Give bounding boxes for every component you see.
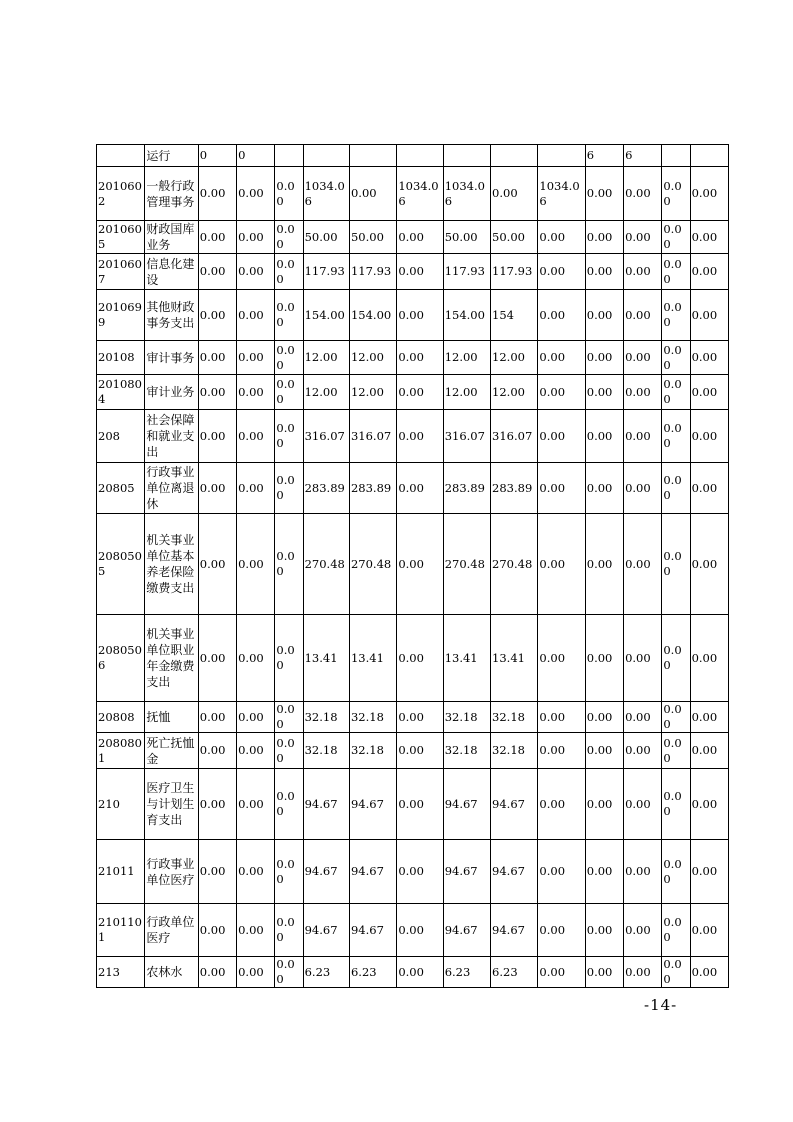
- amount-cell: 0.00: [662, 702, 690, 733]
- amount-cell: 50.00: [303, 221, 349, 254]
- row-name-cell: 机关事业单位基本养老保险缴费支出: [145, 514, 198, 615]
- row-code-cell: 2080801: [97, 733, 145, 769]
- amount-cell: 283.89: [303, 463, 349, 514]
- amount-cell: 0.00: [275, 733, 303, 769]
- row-code-cell: 2010804: [97, 375, 145, 410]
- amount-cell: 283.89: [443, 463, 490, 514]
- amount-cell: 270.48: [491, 514, 538, 615]
- amount-cell: 0.00: [275, 615, 303, 702]
- amount-cell: 270.48: [349, 514, 396, 615]
- amount-cell: 0.00: [397, 702, 443, 733]
- amount-cell: 0.00: [662, 957, 690, 988]
- amount-cell: 0.00: [198, 463, 236, 514]
- amount-cell: 94.67: [303, 904, 349, 957]
- amount-cell: 6.23: [443, 957, 490, 988]
- amount-cell: 6.23: [349, 957, 396, 988]
- row-name-cell: 财政国库业务: [145, 221, 198, 254]
- amount-cell: 154.00: [443, 290, 490, 341]
- amount-cell: 0.00: [624, 840, 662, 904]
- amount-cell: 0.00: [690, 514, 728, 615]
- amount-cell: 0.00: [198, 904, 236, 957]
- row-code-cell: 20808: [97, 702, 145, 733]
- amount-cell: 270.48: [443, 514, 490, 615]
- amount-cell: 0.00: [237, 702, 275, 733]
- row-code-cell: 208: [97, 410, 145, 463]
- amount-cell: 0.00: [275, 904, 303, 957]
- amount-cell: 0.00: [662, 514, 690, 615]
- amount-cell: 0.00: [662, 167, 690, 221]
- amount-cell: 0.00: [624, 733, 662, 769]
- amount-cell: 0.00: [538, 702, 585, 733]
- amount-cell: 0.00: [690, 769, 728, 840]
- amount-cell: 32.18: [349, 702, 396, 733]
- amount-cell: 154: [491, 290, 538, 341]
- amount-cell: 117.93: [491, 254, 538, 290]
- amount-cell: 0.00: [275, 254, 303, 290]
- row-code-cell: 213: [97, 957, 145, 988]
- amount-cell: 0.00: [397, 615, 443, 702]
- amount-cell: 1034.06: [538, 167, 585, 221]
- amount-cell: 0.00: [585, 514, 623, 615]
- amount-cell: 0.00: [538, 341, 585, 375]
- amount-cell: 0.00: [237, 410, 275, 463]
- amount-cell: 0.00: [662, 769, 690, 840]
- row-code-cell: 2080505: [97, 514, 145, 615]
- amount-cell: 0.00: [538, 904, 585, 957]
- amount-cell: 0.00: [198, 769, 236, 840]
- row-code-cell: 2010602: [97, 167, 145, 221]
- amount-cell: 0.00: [198, 514, 236, 615]
- row-name-cell: 医疗卫生与计划生育支出: [145, 769, 198, 840]
- table-row: [97, 840, 729, 904]
- amount-cell: 0.00: [624, 254, 662, 290]
- amount-cell: [397, 145, 443, 167]
- amount-cell: 0.00: [275, 463, 303, 514]
- amount-cell: 0.00: [237, 733, 275, 769]
- amount-cell: 6: [624, 145, 662, 167]
- page-number: -14-: [644, 996, 678, 1014]
- amount-cell: 32.18: [491, 702, 538, 733]
- amount-cell: 0.00: [538, 840, 585, 904]
- table-row: [97, 221, 729, 254]
- table-row: [97, 733, 729, 769]
- amount-cell: 94.67: [443, 840, 490, 904]
- amount-cell: 0.00: [397, 221, 443, 254]
- amount-cell: 0.00: [237, 254, 275, 290]
- row-name-cell: 死亡抚恤金: [145, 733, 198, 769]
- amount-cell: 12.00: [491, 375, 538, 410]
- amount-cell: 0.00: [491, 167, 538, 221]
- amount-cell: [538, 145, 585, 167]
- amount-cell: 0.00: [397, 904, 443, 957]
- amount-cell: 0.00: [275, 375, 303, 410]
- row-name-cell: 行政事业单位离退休: [145, 463, 198, 514]
- amount-cell: 0.00: [585, 410, 623, 463]
- amount-cell: 0.00: [662, 733, 690, 769]
- amount-cell: 1034.06: [443, 167, 490, 221]
- amount-cell: 0.00: [662, 904, 690, 957]
- row-name-cell: 其他财政事务支出: [145, 290, 198, 341]
- amount-cell: 0.00: [690, 410, 728, 463]
- table-row: [97, 514, 729, 615]
- amount-cell: 0.00: [198, 702, 236, 733]
- row-code-cell: 2010699: [97, 290, 145, 341]
- table-row: [97, 145, 729, 167]
- budget-expenditure-table: [96, 144, 729, 988]
- amount-cell: 12.00: [303, 375, 349, 410]
- table-row: [97, 254, 729, 290]
- amount-cell: 0.00: [624, 221, 662, 254]
- amount-cell: 0.00: [624, 375, 662, 410]
- amount-cell: 0.00: [198, 221, 236, 254]
- amount-cell: 0.00: [585, 615, 623, 702]
- amount-cell: 0.00: [275, 167, 303, 221]
- amount-cell: 0.00: [585, 290, 623, 341]
- amount-cell: 0.00: [662, 463, 690, 514]
- amount-cell: 0.00: [397, 957, 443, 988]
- amount-cell: 32.18: [303, 733, 349, 769]
- row-code-cell: 2101101: [97, 904, 145, 957]
- amount-cell: 316.07: [303, 410, 349, 463]
- amount-cell: 0.00: [237, 957, 275, 988]
- amount-cell: 0.00: [198, 840, 236, 904]
- amount-cell: 0.00: [690, 463, 728, 514]
- amount-cell: 117.93: [443, 254, 490, 290]
- amount-cell: 0.00: [275, 840, 303, 904]
- table-row: [97, 410, 729, 463]
- amount-cell: 0.00: [397, 410, 443, 463]
- amount-cell: 0.00: [198, 410, 236, 463]
- amount-cell: 1034.06: [397, 167, 443, 221]
- amount-cell: 0.00: [275, 769, 303, 840]
- amount-cell: 0.00: [662, 615, 690, 702]
- amount-cell: 32.18: [443, 702, 490, 733]
- amount-cell: 0.00: [275, 341, 303, 375]
- amount-cell: 6.23: [303, 957, 349, 988]
- amount-cell: 0.00: [624, 341, 662, 375]
- amount-cell: 154.00: [349, 290, 396, 341]
- amount-cell: 0.00: [624, 514, 662, 615]
- amount-cell: 0.00: [662, 375, 690, 410]
- amount-cell: 0.00: [538, 375, 585, 410]
- amount-cell: 0.00: [690, 375, 728, 410]
- amount-cell: 0.00: [538, 221, 585, 254]
- table-row: [97, 769, 729, 840]
- amount-cell: 154.00: [303, 290, 349, 341]
- amount-cell: 0.00: [624, 410, 662, 463]
- amount-cell: 6.23: [491, 957, 538, 988]
- amount-cell: 0.00: [198, 167, 236, 221]
- amount-cell: 32.18: [491, 733, 538, 769]
- amount-cell: 0.00: [237, 904, 275, 957]
- row-name-cell: 信息化建设: [145, 254, 198, 290]
- amount-cell: 0.00: [397, 341, 443, 375]
- amount-cell: 0.00: [538, 514, 585, 615]
- amount-cell: 0.00: [538, 290, 585, 341]
- amount-cell: 0.00: [690, 290, 728, 341]
- amount-cell: 0.00: [624, 167, 662, 221]
- row-name-cell: 抚恤: [145, 702, 198, 733]
- amount-cell: 12.00: [491, 341, 538, 375]
- amount-cell: 0.00: [538, 733, 585, 769]
- amount-cell: 0.00: [538, 615, 585, 702]
- amount-cell: 316.07: [491, 410, 538, 463]
- amount-cell: 0.00: [275, 514, 303, 615]
- amount-cell: 0.00: [585, 341, 623, 375]
- amount-cell: 94.67: [491, 840, 538, 904]
- amount-cell: 13.41: [443, 615, 490, 702]
- table-row: [97, 615, 729, 702]
- amount-cell: 0.00: [585, 375, 623, 410]
- amount-cell: 32.18: [443, 733, 490, 769]
- amount-cell: 0.00: [397, 840, 443, 904]
- amount-cell: 94.67: [349, 769, 396, 840]
- amount-cell: 0.00: [397, 514, 443, 615]
- amount-cell: 50.00: [491, 221, 538, 254]
- amount-cell: 0.00: [585, 904, 623, 957]
- table-row: [97, 167, 729, 221]
- amount-cell: 117.93: [303, 254, 349, 290]
- row-code-cell: 21011: [97, 840, 145, 904]
- amount-cell: 0.00: [538, 254, 585, 290]
- amount-cell: 0.00: [690, 702, 728, 733]
- amount-cell: [662, 145, 690, 167]
- amount-cell: 94.67: [349, 840, 396, 904]
- amount-cell: 0.00: [662, 410, 690, 463]
- amount-cell: 0: [198, 145, 236, 167]
- row-code-cell: 2010607: [97, 254, 145, 290]
- amount-cell: 94.67: [443, 769, 490, 840]
- amount-cell: 12.00: [349, 375, 396, 410]
- amount-cell: 0.00: [397, 733, 443, 769]
- amount-cell: 94.67: [303, 840, 349, 904]
- amount-cell: 0.00: [198, 615, 236, 702]
- amount-cell: [690, 145, 728, 167]
- amount-cell: 94.67: [491, 904, 538, 957]
- amount-cell: 0: [237, 145, 275, 167]
- amount-cell: [349, 145, 396, 167]
- row-name-cell: 一般行政管理事务: [145, 167, 198, 221]
- row-name-cell: 机关事业单位职业年金缴费支出: [145, 615, 198, 702]
- amount-cell: 0.00: [662, 840, 690, 904]
- amount-cell: 0.00: [690, 840, 728, 904]
- amount-cell: 0.00: [585, 221, 623, 254]
- amount-cell: 0.00: [690, 615, 728, 702]
- amount-cell: 94.67: [443, 904, 490, 957]
- amount-cell: 0.00: [624, 615, 662, 702]
- amount-cell: 0.00: [585, 733, 623, 769]
- row-name-cell: 行政单位医疗: [145, 904, 198, 957]
- table-row: [97, 463, 729, 514]
- amount-cell: 0.00: [397, 254, 443, 290]
- amount-cell: 0.00: [237, 514, 275, 615]
- amount-cell: [491, 145, 538, 167]
- amount-cell: 12.00: [303, 341, 349, 375]
- table-row: [97, 341, 729, 375]
- amount-cell: 0.00: [237, 375, 275, 410]
- amount-cell: 0.00: [349, 167, 396, 221]
- amount-cell: 0.00: [237, 341, 275, 375]
- amount-cell: 0.00: [237, 167, 275, 221]
- amount-cell: 0.00: [585, 702, 623, 733]
- amount-cell: 12.00: [443, 341, 490, 375]
- amount-cell: 0.00: [662, 221, 690, 254]
- amount-cell: 1034.06: [303, 167, 349, 221]
- row-code-cell: [97, 145, 145, 167]
- amount-cell: 316.07: [443, 410, 490, 463]
- amount-cell: 0.00: [237, 463, 275, 514]
- row-name-cell: 审计事务: [145, 341, 198, 375]
- amount-cell: 0.00: [624, 904, 662, 957]
- amount-cell: 0.00: [624, 769, 662, 840]
- amount-cell: 0.00: [237, 221, 275, 254]
- amount-cell: 0.00: [624, 463, 662, 514]
- amount-cell: 0.00: [538, 410, 585, 463]
- table-row: [97, 957, 729, 988]
- amount-cell: 283.89: [349, 463, 396, 514]
- amount-cell: 0.00: [585, 769, 623, 840]
- row-name-cell: 行政事业单位医疗: [145, 840, 198, 904]
- table-row: [97, 290, 729, 341]
- row-name-cell: 农林水: [145, 957, 198, 988]
- amount-cell: 0.00: [275, 221, 303, 254]
- table-body: [97, 145, 729, 988]
- amount-cell: 0.00: [585, 254, 623, 290]
- amount-cell: 0.00: [198, 733, 236, 769]
- row-code-cell: 20805: [97, 463, 145, 514]
- amount-cell: 12.00: [349, 341, 396, 375]
- amount-cell: 283.89: [491, 463, 538, 514]
- amount-cell: 0.00: [585, 957, 623, 988]
- amount-cell: 32.18: [349, 733, 396, 769]
- row-name-cell: 运行: [145, 145, 198, 167]
- amount-cell: 32.18: [303, 702, 349, 733]
- amount-cell: 94.67: [349, 904, 396, 957]
- amount-cell: 0.00: [585, 840, 623, 904]
- amount-cell: 0.00: [690, 167, 728, 221]
- amount-cell: 117.93: [349, 254, 396, 290]
- amount-cell: 0.00: [198, 254, 236, 290]
- amount-cell: 0.00: [237, 615, 275, 702]
- amount-cell: 0.00: [585, 167, 623, 221]
- amount-cell: [275, 145, 303, 167]
- amount-cell: 0.00: [662, 341, 690, 375]
- row-code-cell: 2080506: [97, 615, 145, 702]
- amount-cell: 0.00: [237, 769, 275, 840]
- amount-cell: 0.00: [538, 769, 585, 840]
- row-name-cell: 社会保障和就业支出: [145, 410, 198, 463]
- amount-cell: 0.00: [624, 702, 662, 733]
- amount-cell: 0.00: [198, 290, 236, 341]
- amount-cell: 13.41: [349, 615, 396, 702]
- amount-cell: [443, 145, 490, 167]
- amount-cell: 50.00: [443, 221, 490, 254]
- amount-cell: 0.00: [275, 410, 303, 463]
- amount-cell: [303, 145, 349, 167]
- amount-cell: 0.00: [624, 290, 662, 341]
- amount-cell: 0.00: [690, 221, 728, 254]
- amount-cell: 0.00: [237, 840, 275, 904]
- amount-cell: 0.00: [397, 290, 443, 341]
- table-row: [97, 375, 729, 410]
- amount-cell: 0.00: [198, 957, 236, 988]
- amount-cell: 0.00: [198, 341, 236, 375]
- amount-cell: 0.00: [662, 290, 690, 341]
- amount-cell: 0.00: [275, 957, 303, 988]
- amount-cell: 0.00: [690, 957, 728, 988]
- amount-cell: 0.00: [690, 733, 728, 769]
- amount-cell: 0.00: [662, 254, 690, 290]
- amount-cell: 0.00: [690, 904, 728, 957]
- amount-cell: 0.00: [397, 375, 443, 410]
- amount-cell: 316.07: [349, 410, 396, 463]
- amount-cell: 0.00: [538, 463, 585, 514]
- amount-cell: 0.00: [275, 290, 303, 341]
- amount-cell: 13.41: [303, 615, 349, 702]
- amount-cell: 0.00: [690, 341, 728, 375]
- amount-cell: 0.00: [585, 463, 623, 514]
- row-code-cell: 2010605: [97, 221, 145, 254]
- amount-cell: 6: [585, 145, 623, 167]
- amount-cell: 94.67: [491, 769, 538, 840]
- table-row: [97, 904, 729, 957]
- amount-cell: 0.00: [275, 702, 303, 733]
- amount-cell: 0.00: [397, 463, 443, 514]
- amount-cell: 0.00: [690, 254, 728, 290]
- amount-cell: 0.00: [624, 957, 662, 988]
- amount-cell: 50.00: [349, 221, 396, 254]
- amount-cell: 0.00: [198, 375, 236, 410]
- amount-cell: 0.00: [538, 957, 585, 988]
- row-code-cell: 20108: [97, 341, 145, 375]
- row-name-cell: 审计业务: [145, 375, 198, 410]
- row-code-cell: 210: [97, 769, 145, 840]
- amount-cell: 0.00: [397, 769, 443, 840]
- amount-cell: 13.41: [491, 615, 538, 702]
- amount-cell: 270.48: [303, 514, 349, 615]
- table-row: [97, 702, 729, 733]
- amount-cell: 12.00: [443, 375, 490, 410]
- amount-cell: 94.67: [303, 769, 349, 840]
- amount-cell: 0.00: [237, 290, 275, 341]
